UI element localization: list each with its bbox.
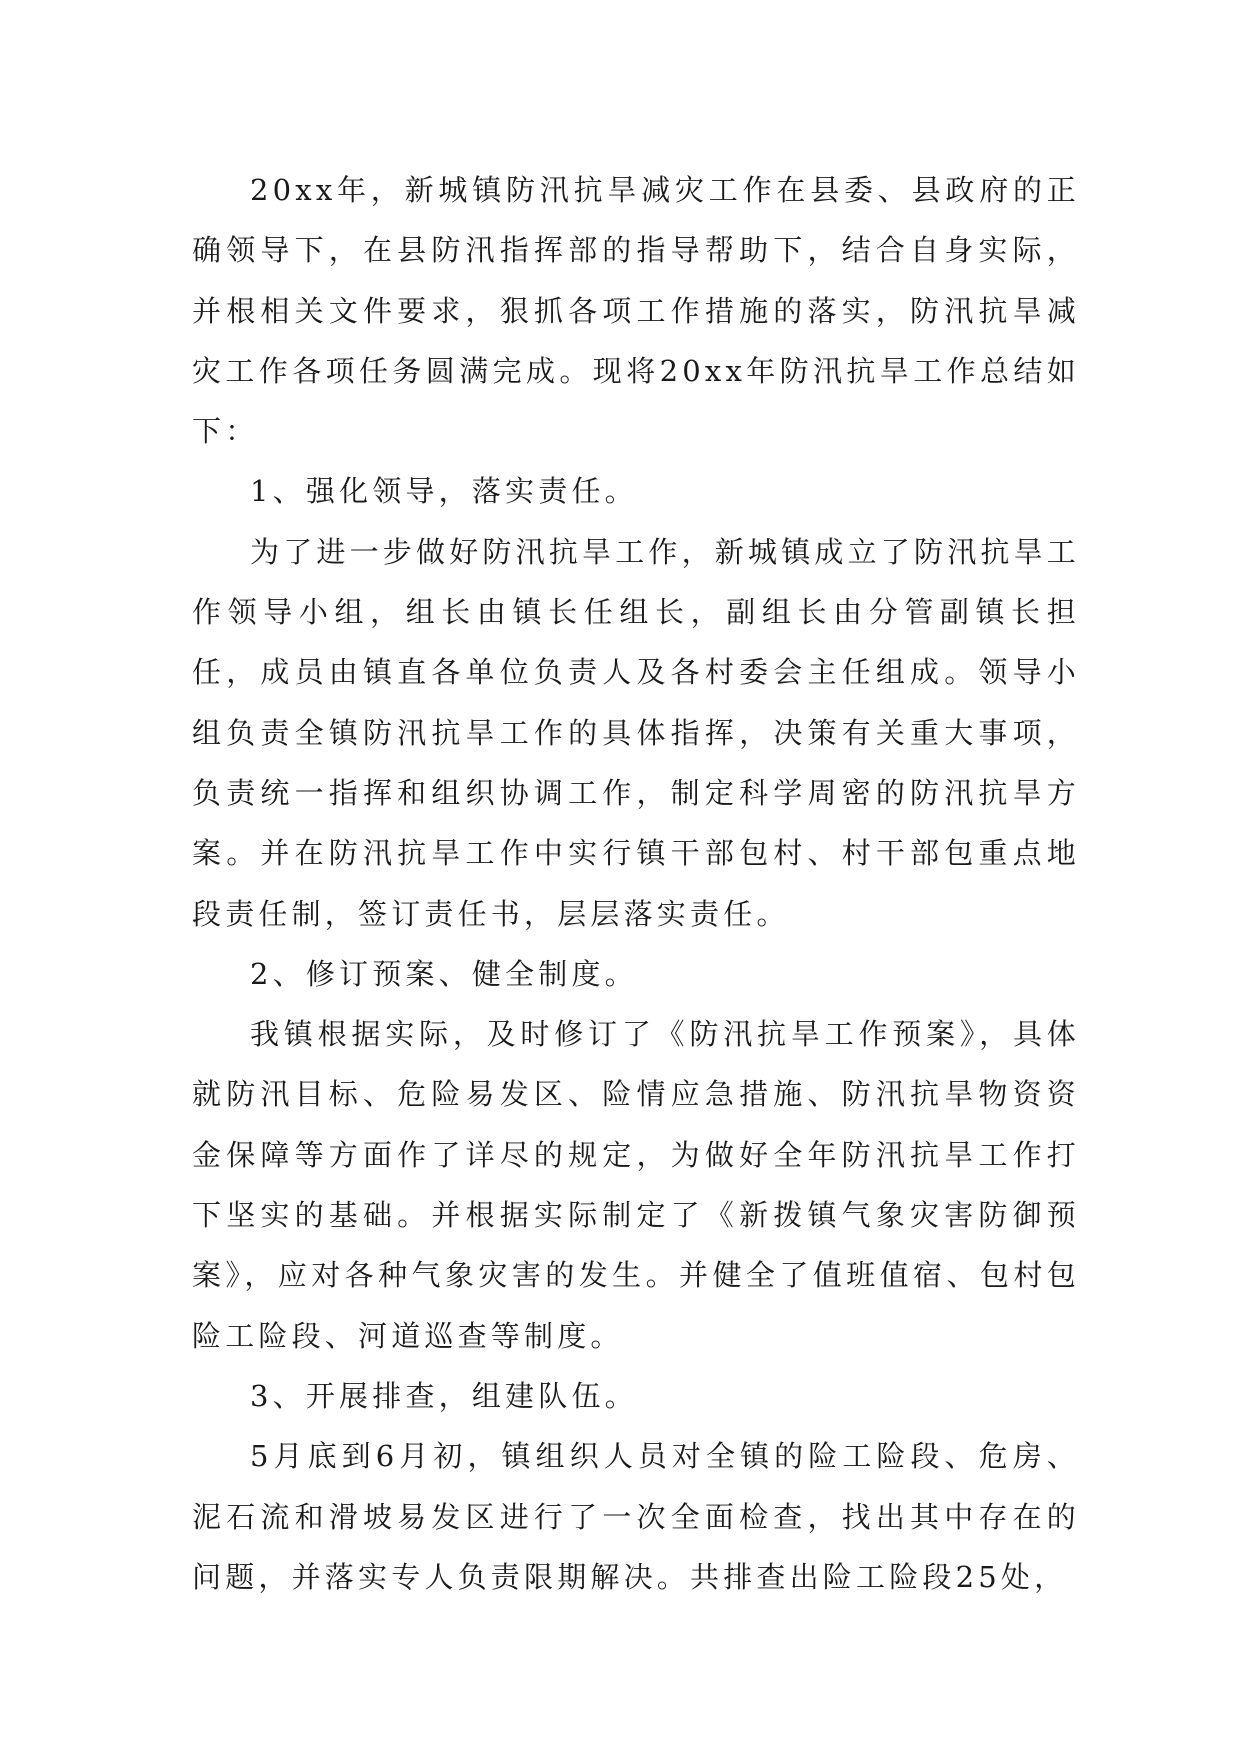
section-body-2: 我镇根据实际，及时修订了《防汛抗旱工作预案》，具体就防汛目标、危险易发区、险情应急措施、防汛抗旱物资资金保障等方面作了详尽的规定，为做好全年防汛抗旱工作打下坚实的基础。并根据实际制定了《新拨镇气象灾害防御预案》，应对各种气象灾害的发生。并健全了值班值宿、包村包险工险段、河道巡查等制度。 (192, 1017, 1080, 1353)
section-heading-2: 2、修订预案、健全制度。 (250, 956, 638, 991)
section-heading-3: 3、开展排查，组建队伍。 (250, 1378, 638, 1413)
section-body-1: 为了进一步做好防汛抗旱工作，新城镇成立了防汛抗旱工作领导小组，组长由镇长任组长，副组长由分管副镇长担任，成员由镇直各单位负责人及各村委会主任组成。领导小组负责全镇防汛抗旱工作的具体指挥，决策有关重大事项，负责统一指挥和组织协调工作，制定科学周密的防汛抗旱方案。并在防汛抗旱工作中实行镇干部包村、村干部包重点地段责任制，签订责任书，层层落实责任。 (192, 534, 1081, 931)
section-body-3: 5月底到6月初，镇组织人员对全镇的险工险段、危房、泥石流和滑坡易发区进行了一次全面检查，找出其中存在的问题，并落实专人负责限期解决。共排查出险工险段25处， (192, 1439, 1080, 1594)
section-heading-1: 1、强化领导，落实责任。 (250, 474, 638, 509)
document-body (192, 160, 1080, 1607)
intro-paragraph: 20xx年，新城镇防汛抗旱减灾工作在县委、县政府的正确领导下，在县防汛指挥部的指导帮助下，结合自身实际，并根相关文件要求，狠抓各项工作措施的落实，防汛抗旱减灾工作各项任务圆满完成。现将20xx年防汛抗旱工作总结如下： (192, 173, 1080, 449)
